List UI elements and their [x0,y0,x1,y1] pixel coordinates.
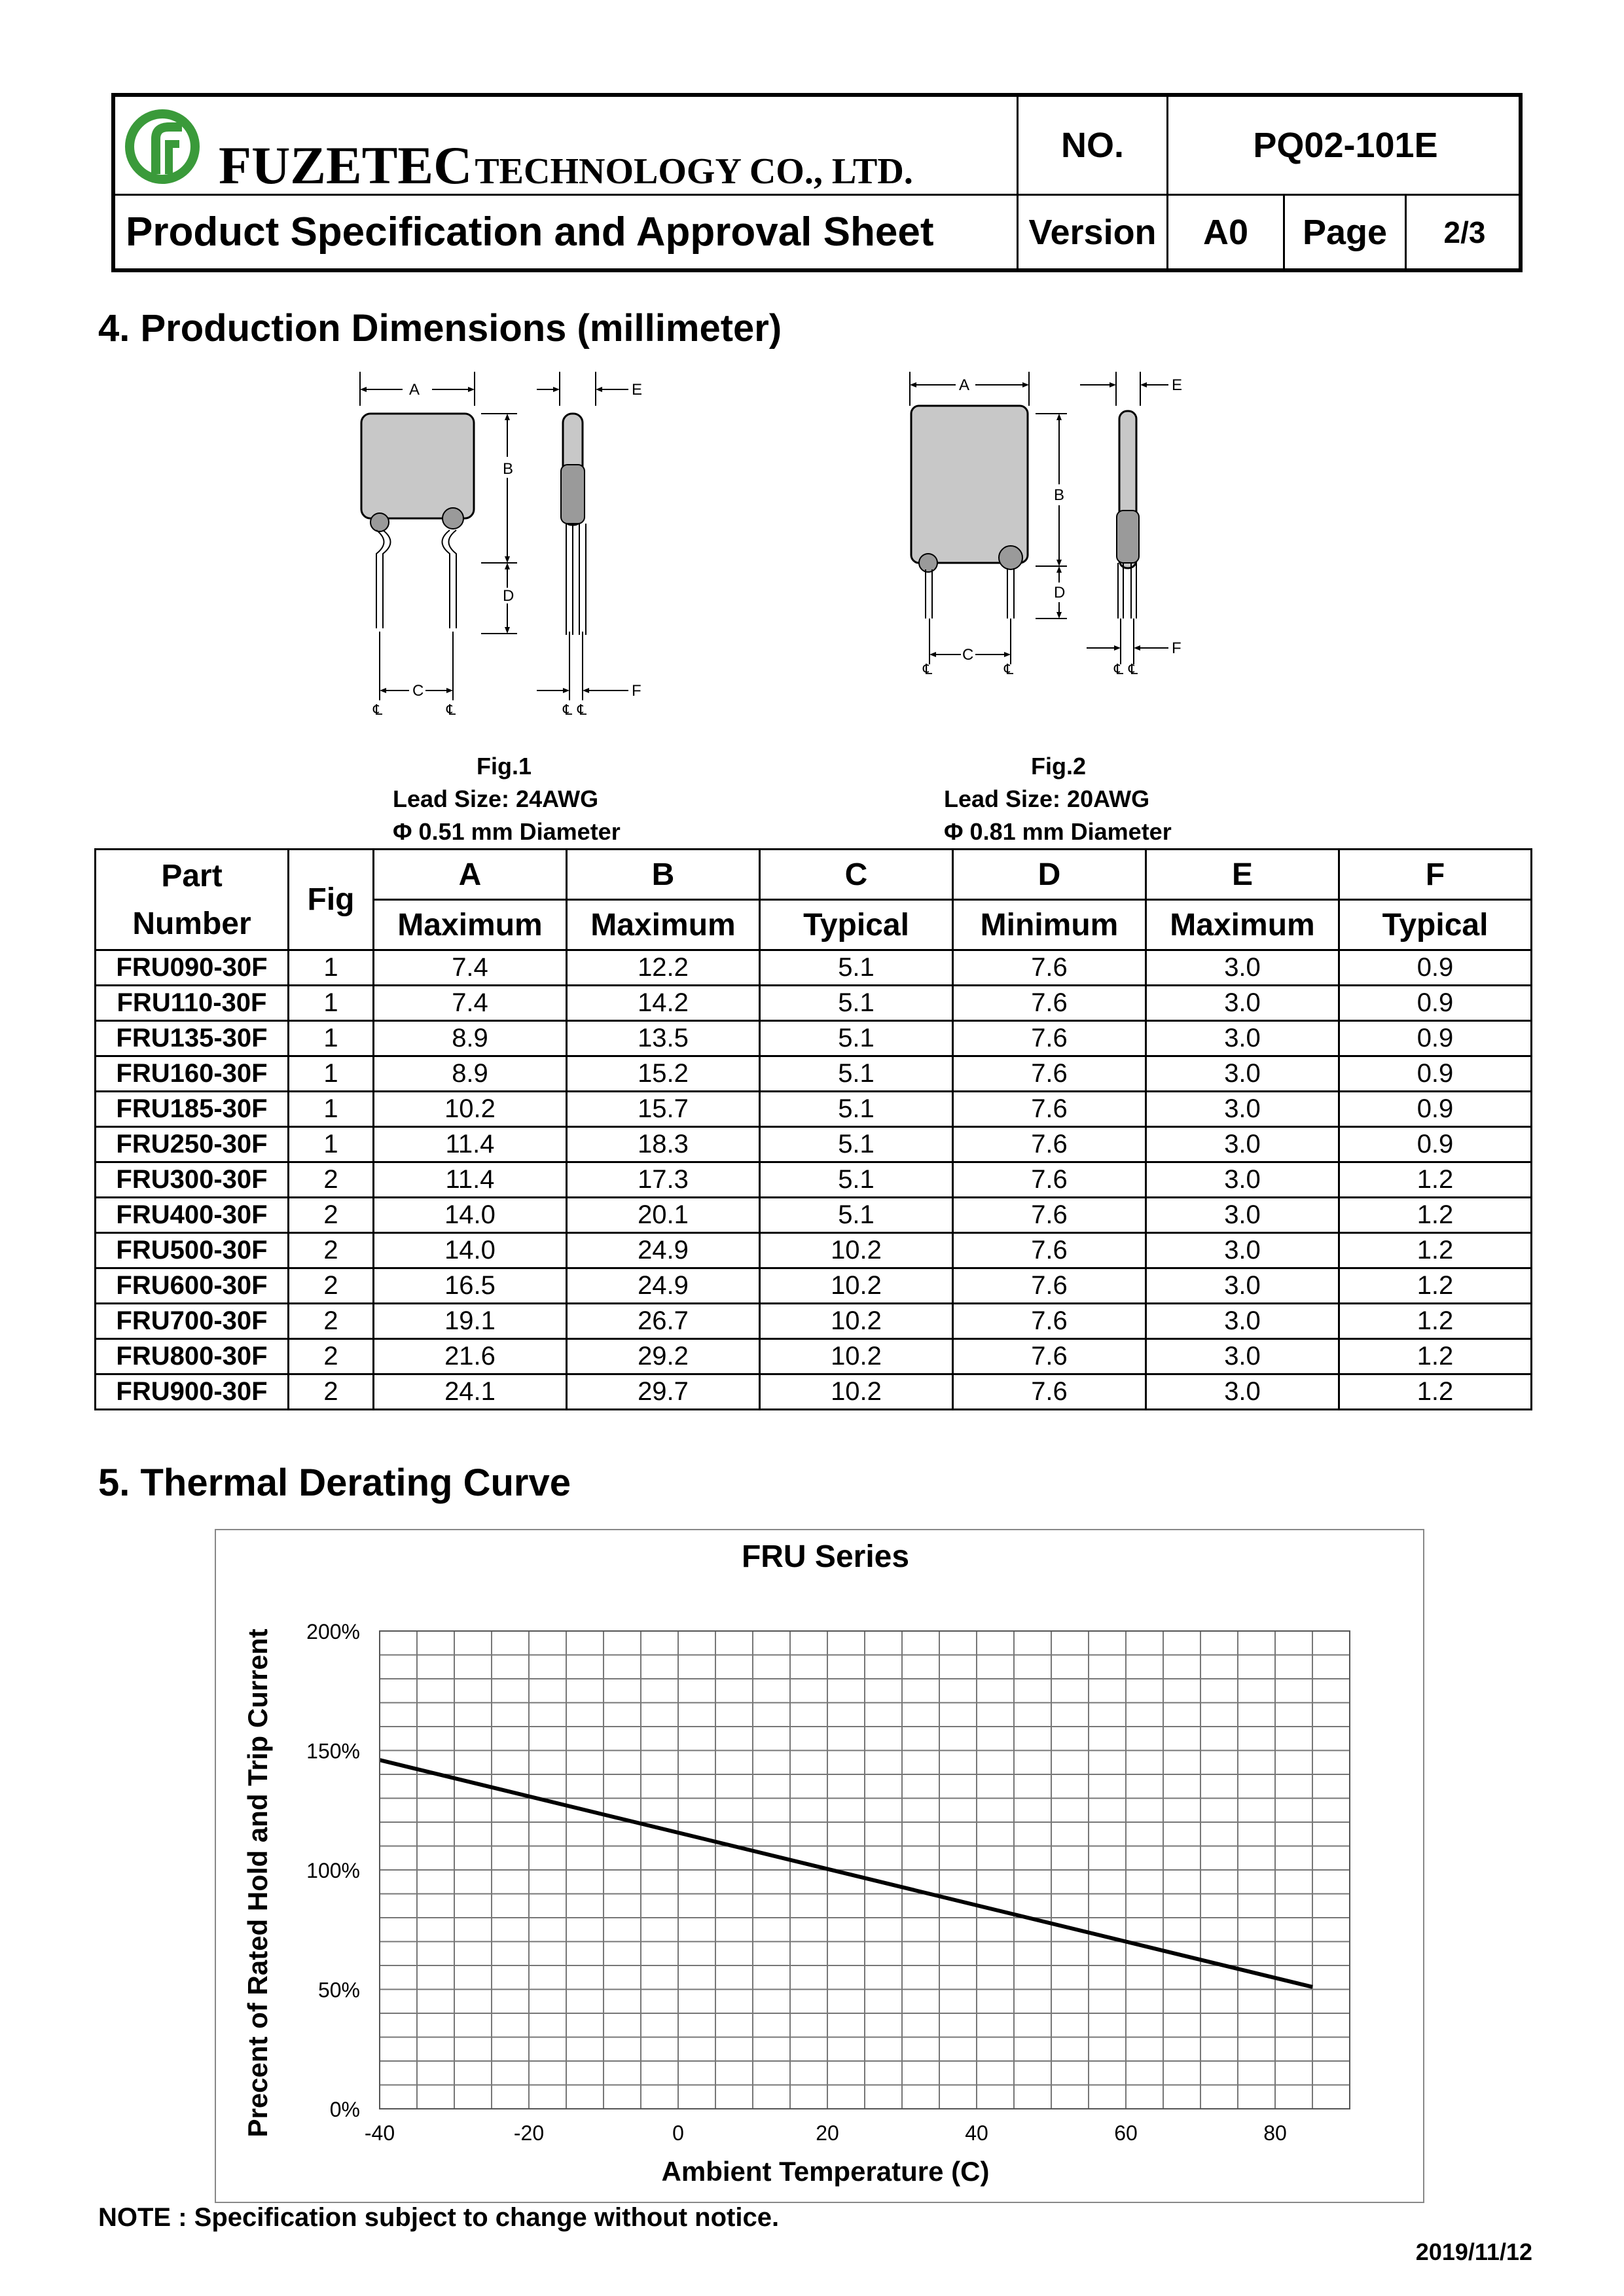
table-row [96,1374,1532,1410]
derating-line [380,1760,1312,1987]
y-tick-label: 100% [306,1859,360,1882]
cell-dimension: 3.0 [1146,950,1339,986]
cell-dimension: 1.2 [1339,1268,1532,1304]
cell-dimension: 17.3 [567,1162,760,1198]
cell-dimension: 7.4 [374,950,567,986]
col-header-kind: Maximum [567,900,760,950]
cell-dimension: 12.2 [567,950,760,986]
col-header-letter: B [567,850,760,900]
col-header-part [96,850,289,950]
fig1-centerline: ℄ [373,702,383,718]
fig1-diameter: Φ 0.51 mm Diameter [393,818,621,845]
cell-dimension: 29.2 [567,1339,760,1374]
cell-dimension: 3.0 [1146,1374,1339,1410]
table-row [96,1198,1532,1233]
table-header-row [96,850,1532,900]
cell-dimension: 10.2 [760,1374,953,1410]
table-row [96,1127,1532,1162]
cell-dimension: 8.9 [374,1021,567,1056]
cell-dimension: 10.2 [760,1304,953,1339]
version-label: Version [1028,212,1157,252]
cell-fig: 2 [289,1162,374,1198]
cell-fig: 1 [289,950,374,986]
chart-series [380,1760,1312,1987]
cell-dimension: 7.6 [953,1198,1146,1233]
cell-fig: 1 [289,986,374,1021]
cell-dimension: 5.1 [760,1198,953,1233]
cell-dimension: 11.4 [374,1162,567,1198]
col-header-letter: F [1339,850,1532,900]
fig2-drawing [890,367,1218,681]
cell-part-number: FRU600-30F [96,1268,289,1304]
cell-dimension: 14.2 [567,986,760,1021]
cell-dimension: 1.2 [1339,1198,1532,1233]
section-4-title: 4. Production Dimensions (millimeter) [98,307,782,350]
cell-dimension: 19.1 [374,1304,567,1339]
table-row [96,950,1532,986]
cell-dimension: 7.6 [953,1056,1146,1092]
company-logo-icon [119,107,211,186]
cell-dimension: 7.6 [953,1127,1146,1162]
cell-part-number: FRU250-30F [96,1127,289,1162]
cell-dimension: 1.2 [1339,1339,1532,1374]
cell-dimension: 7.6 [953,1092,1146,1127]
x-tick-label: 60 [1114,2121,1138,2145]
company-name [219,135,913,196]
x-tick-label: -20 [513,2121,545,2145]
footer-date: 2019/11/12 [1415,2238,1532,2265]
table-row [96,1092,1532,1127]
fig1-lead: Lead Size: 24AWG [393,785,599,812]
cell-dimension: 3.0 [1146,1092,1339,1127]
version-value: A0 [1202,212,1249,252]
chart-grid-horizontal [380,1631,1350,2109]
cell-dimension: 8.9 [374,1056,567,1092]
table-row [96,1056,1532,1092]
cell-dimension: 15.7 [567,1092,760,1127]
section-5-title: 5. Thermal Derating Curve [98,1462,571,1504]
no-label: NO. [1060,126,1124,165]
x-axis-label: Ambient Temperature (C) [661,2156,990,2187]
dimension-table-body [96,950,1532,1410]
fig1-dim-c: C [412,682,424,700]
cell-dimension: 0.9 [1339,1092,1532,1127]
cell-dimension: 3.0 [1146,1339,1339,1374]
cell-dimension: 3.0 [1146,1233,1339,1268]
fig2-dim-b: B [1054,486,1065,504]
cell-fig: 2 [289,1198,374,1233]
col-header-letter: D [953,850,1146,900]
fig1-title: Fig.1 [477,753,532,780]
cell-dimension: 5.1 [760,1162,953,1198]
cell-dimension: 5.1 [760,1127,953,1162]
fig2-centerline: ℄ [1114,661,1124,677]
fig2-dim-d: D [1054,584,1066,601]
cell-fig: 2 [289,1339,374,1374]
table-row [96,1268,1532,1304]
col-header-letter: E [1146,850,1339,900]
col-header-kind: Typical [760,900,953,950]
cell-fig: 1 [289,1021,374,1056]
fig1-drawing [340,367,681,720]
cell-dimension: 3.0 [1146,986,1339,1021]
y-tick-label: 0% [329,2098,360,2121]
cell-dimension: 24.1 [374,1374,567,1410]
cell-dimension: 5.1 [760,1056,953,1092]
cell-dimension: 0.9 [1339,1127,1532,1162]
chart-ticks [306,1620,1287,2145]
cell-dimension: 3.0 [1146,1268,1339,1304]
fig2-dim-e: E [1172,376,1183,394]
y-axis-label: Precent of Rated Hold and Trip Current [242,1628,273,2138]
fig2-centerline: ℄ [1004,661,1014,677]
cell-dimension: 3.0 [1146,1127,1339,1162]
cell-dimension: 1.2 [1339,1304,1532,1339]
cell-dimension: 1.2 [1339,1374,1532,1410]
cell-dimension: 7.6 [953,950,1146,986]
cell-dimension: 3.0 [1146,1198,1339,1233]
cell-dimension: 3.0 [1146,1304,1339,1339]
cell-part-number: FRU300-30F [96,1162,289,1198]
fig2-title: Fig.2 [1031,753,1087,780]
cell-dimension: 11.4 [374,1127,567,1162]
table-row [96,1021,1532,1056]
cell-part-number: FRU160-30F [96,1056,289,1092]
fig1-centerline: ℄ [446,702,456,718]
cell-part-number: FRU800-30F [96,1339,289,1374]
cell-dimension: 10.2 [760,1233,953,1268]
cell-dimension: 24.9 [567,1233,760,1268]
cell-dimension: 0.9 [1339,1021,1532,1056]
x-tick-label: 80 [1263,2121,1287,2145]
cell-dimension: 7.6 [953,1233,1146,1268]
cell-dimension: 3.0 [1146,1162,1339,1198]
fig1-dim-d: D [503,587,514,605]
x-tick-label: 40 [965,2121,988,2145]
cell-part-number: FRU110-30F [96,986,289,1021]
thermal-derating-chart [215,1529,1424,2203]
y-tick-label: 200% [306,1620,360,1643]
cell-part-number: FRU700-30F [96,1304,289,1339]
fig2-diameter: Φ 0.81 mm Diameter [944,818,1172,845]
cell-dimension: 7.6 [953,1268,1146,1304]
fig2-dim-c: C [962,646,974,664]
company-rest: TECHNOLOGY CO., LTD. [475,151,913,192]
cell-dimension: 24.9 [567,1268,760,1304]
cell-dimension: 14.0 [374,1233,567,1268]
cell-part-number: FRU185-30F [96,1092,289,1127]
cell-part-number: FRU400-30F [96,1198,289,1233]
cell-fig: 1 [289,1092,374,1127]
cell-dimension: 7.6 [953,1374,1146,1410]
x-tick-label: -40 [364,2121,395,2145]
footer-note: NOTE : Specification subject to change without notice. [98,2203,780,2232]
cell-fig: 2 [289,1268,374,1304]
col-header-part-line2: Number [132,906,251,941]
page-value: 2/3 [1443,215,1486,249]
cell-dimension: 3.0 [1146,1056,1339,1092]
doc-number: PQ02-101E [1253,126,1438,165]
cell-dimension: 0.9 [1339,1056,1532,1092]
cell-dimension: 7.4 [374,986,567,1021]
table-row [96,1162,1532,1198]
cell-dimension: 10.2 [760,1339,953,1374]
table-row [96,986,1532,1021]
col-header-kind: Maximum [374,900,567,950]
header-box [111,93,1523,272]
cell-dimension: 1.2 [1339,1162,1532,1198]
company-main: FUZETEC [219,135,473,195]
x-tick-label: 0 [672,2121,684,2145]
fig1-dim-b: B [503,460,514,478]
cell-dimension: 14.0 [374,1198,567,1233]
cell-dimension: 29.7 [567,1374,760,1410]
y-tick-label: 50% [317,1978,360,2002]
fig2-lead: Lead Size: 20AWG [944,785,1150,812]
table-row [96,1304,1532,1339]
cell-part-number: FRU900-30F [96,1374,289,1410]
cell-dimension: 0.9 [1339,986,1532,1021]
cell-dimension: 7.6 [953,986,1146,1021]
cell-dimension: 21.6 [374,1339,567,1374]
col-header-letter: A [374,850,567,900]
cell-dimension: 18.3 [567,1127,760,1162]
cell-dimension: 7.6 [953,1021,1146,1056]
cell-fig: 1 [289,1056,374,1092]
dimension-table [94,848,1532,1410]
fig1-centerline: ℄ [577,702,587,718]
fig1-dim-f: F [632,682,641,700]
cell-part-number: FRU500-30F [96,1233,289,1268]
col-header-letter: C [760,850,953,900]
cell-dimension: 13.5 [567,1021,760,1056]
cell-part-number: FRU090-30F [96,950,289,986]
cell-fig: 1 [289,1127,374,1162]
cell-part-number: FRU135-30F [96,1021,289,1056]
fig2-centerline: ℄ [1128,661,1138,677]
cell-dimension: 1.2 [1339,1233,1532,1268]
cell-dimension: 15.2 [567,1056,760,1092]
cell-dimension: 10.2 [760,1268,953,1304]
cell-dimension: 7.6 [953,1304,1146,1339]
fig2-dim-a: A [959,376,970,394]
col-header-kind: Minimum [953,900,1146,950]
col-header-kind: Maximum [1146,900,1339,950]
cell-dimension: 5.1 [760,986,953,1021]
cell-dimension: 7.6 [953,1339,1146,1374]
cell-dimension: 5.1 [760,950,953,986]
cell-dimension: 7.6 [953,1162,1146,1198]
fig2-dim-f: F [1172,639,1182,657]
table-row [96,1233,1532,1268]
table-row [96,1339,1532,1374]
chart-title: FRU Series [741,1539,910,1574]
col-header-part-line1: Part [161,858,223,893]
col-header-fig: Fig [289,850,374,950]
cell-dimension: 0.9 [1339,950,1532,986]
cell-dimension: 3.0 [1146,1021,1339,1056]
fig1-dim-a: A [409,381,420,399]
cell-fig: 2 [289,1304,374,1339]
col-header-kind: Typical [1339,900,1532,950]
x-tick-label: 20 [816,2121,839,2145]
doc-title: Product Specification and Approval Sheet [126,209,934,255]
cell-dimension: 5.1 [760,1092,953,1127]
page-label: Page [1302,212,1388,252]
fig2-centerline: ℄ [923,661,933,677]
fig1-centerline: ℄ [563,702,573,718]
cell-dimension: 10.2 [374,1092,567,1127]
cell-fig: 2 [289,1374,374,1410]
cell-dimension: 5.1 [760,1021,953,1056]
cell-dimension: 20.1 [567,1198,760,1233]
cell-dimension: 16.5 [374,1268,567,1304]
y-tick-label: 150% [306,1739,360,1763]
cell-dimension: 26.7 [567,1304,760,1339]
cell-fig: 2 [289,1233,374,1268]
fig1-dim-e: E [632,381,643,399]
